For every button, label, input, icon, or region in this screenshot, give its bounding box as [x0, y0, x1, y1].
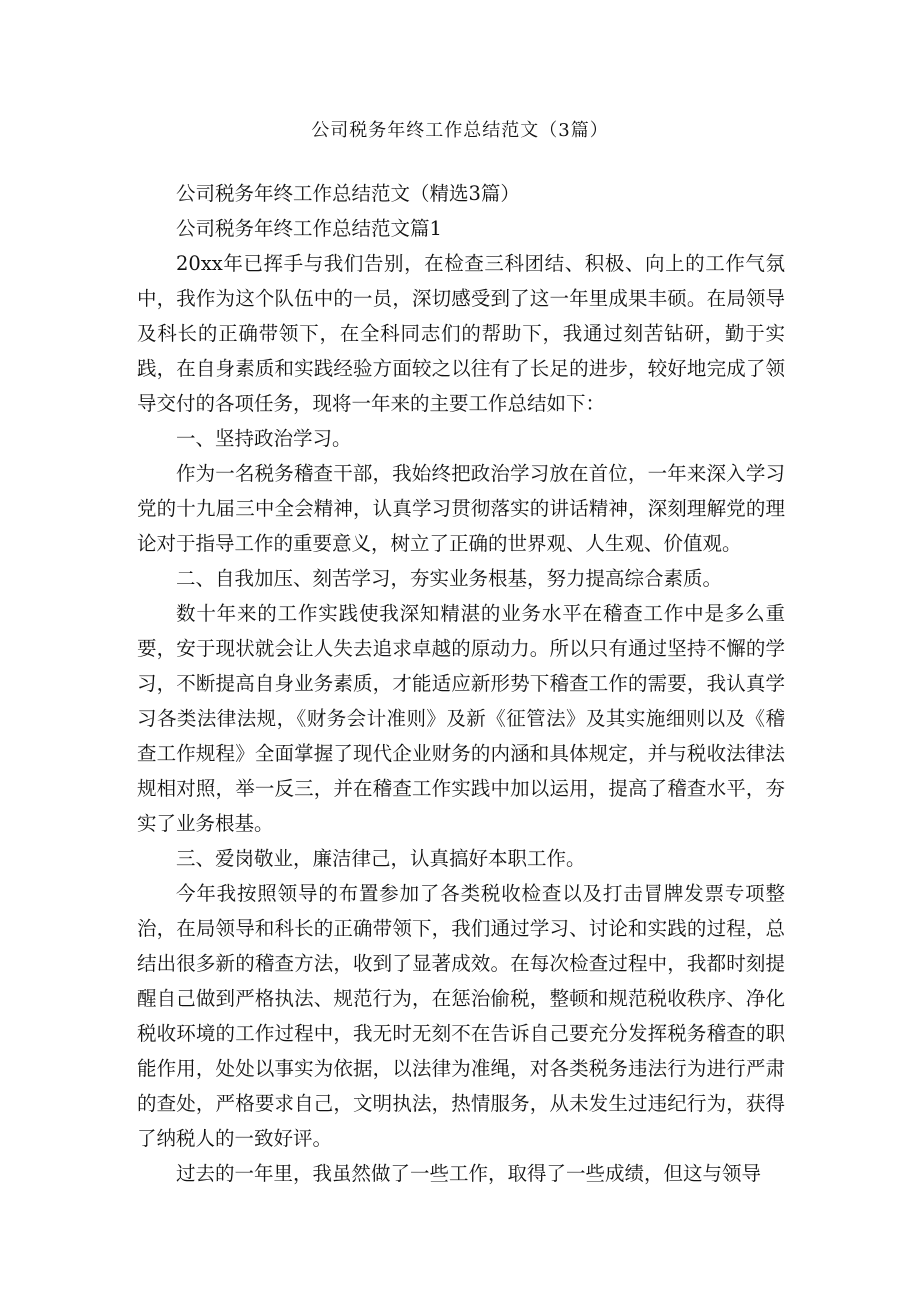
section-heading: 二、自我加压、刻苦学习，夯实业务根基，努力提高综合素质。 — [176, 567, 723, 590]
body-paragraph: 20xx年已挥手与我们告别，在检查三科团结、积极、向上的工作气氛中，我作为这个队伍中的一员，深切感受到了这一年里成果丰硕。在局领导及科长的正确带领下，在全科同志们的帮助下，我通过刻苦钻研，勤于实践，在自身素质和实践经验方面较之以往有了长足的进步，较好地完成了领导交付的各项任务，现将一年来的主要工作总结如下： — [137, 252, 785, 415]
body-paragraph: 今年我按照领导的布置参加了各类税收检查以及打击冒牌发票专项整治，在局领导和科长的正确带领下，我们通过学习、讨论和实践的过程，总结出很多新的稽查方法，收到了显著成效。在每次检查过程中，我都时刻提醒自己做到严格执法、规范行为，在惩治偷税，整顿和规范税收秩序、净化税收环境的工作过程中，我无时无刻不在告诉自己要充分发挥税务稽查的职能作用，处处以事实为依据，以法律为准绳，对各类税务违法行为进行严肃的查处，严格要求自己，文明执法，热情服务，从未发生过违纪行为，获得了纳税人的一致好评。 — [137, 882, 785, 1150]
body-paragraph: 数十年来的工作实践使我深知精湛的业务水平在稽查工作中是多么重要，安于现状就会让人失去追求卓越的原动力。所以只有通过坚持不懈的学习，不断提高自身业务素质，才能适应新形势下稽查工作的需要，我认真学习各类法律法规，《财务会计准则》及新《征管法》及其实施细则以及《稽查工作规程》全面掌握了现代企业财务的内涵和具体规定，并与税收法律法规相对照，举一反三，并在稽查工作实践中加以运用，提高了稽查水平，夯实了业务根基。 — [137, 602, 785, 835]
body-paragraph: 作为一名税务稽查干部，我始终把政治学习放在首位，一年来深入学习党的十九届三中全会精神，认真学习贯彻落实的讲话精神，深刻理解党的理论对于指导工作的重要意义，树立了正确的世界观、人生观、价值观。 — [137, 462, 785, 555]
document-title: 公司税务年终工作总结范文（3篇） — [311, 120, 609, 141]
subtitle-paragraph: 公司税务年终工作总结范文（精选3篇） — [176, 182, 520, 205]
section-heading: 一、坚持政治学习。 — [176, 427, 352, 450]
body-paragraph: 过去的一年里，我虽然做了一些工作，取得了一些成绩，但这与领导 — [176, 1162, 762, 1185]
section-heading-article-1: 公司税务年终工作总结范文篇1 — [176, 217, 442, 240]
document-body — [137, 176, 785, 1191]
section-heading: 三、爱岗敬业，廉洁律己，认真搞好本职工作。 — [176, 847, 586, 870]
